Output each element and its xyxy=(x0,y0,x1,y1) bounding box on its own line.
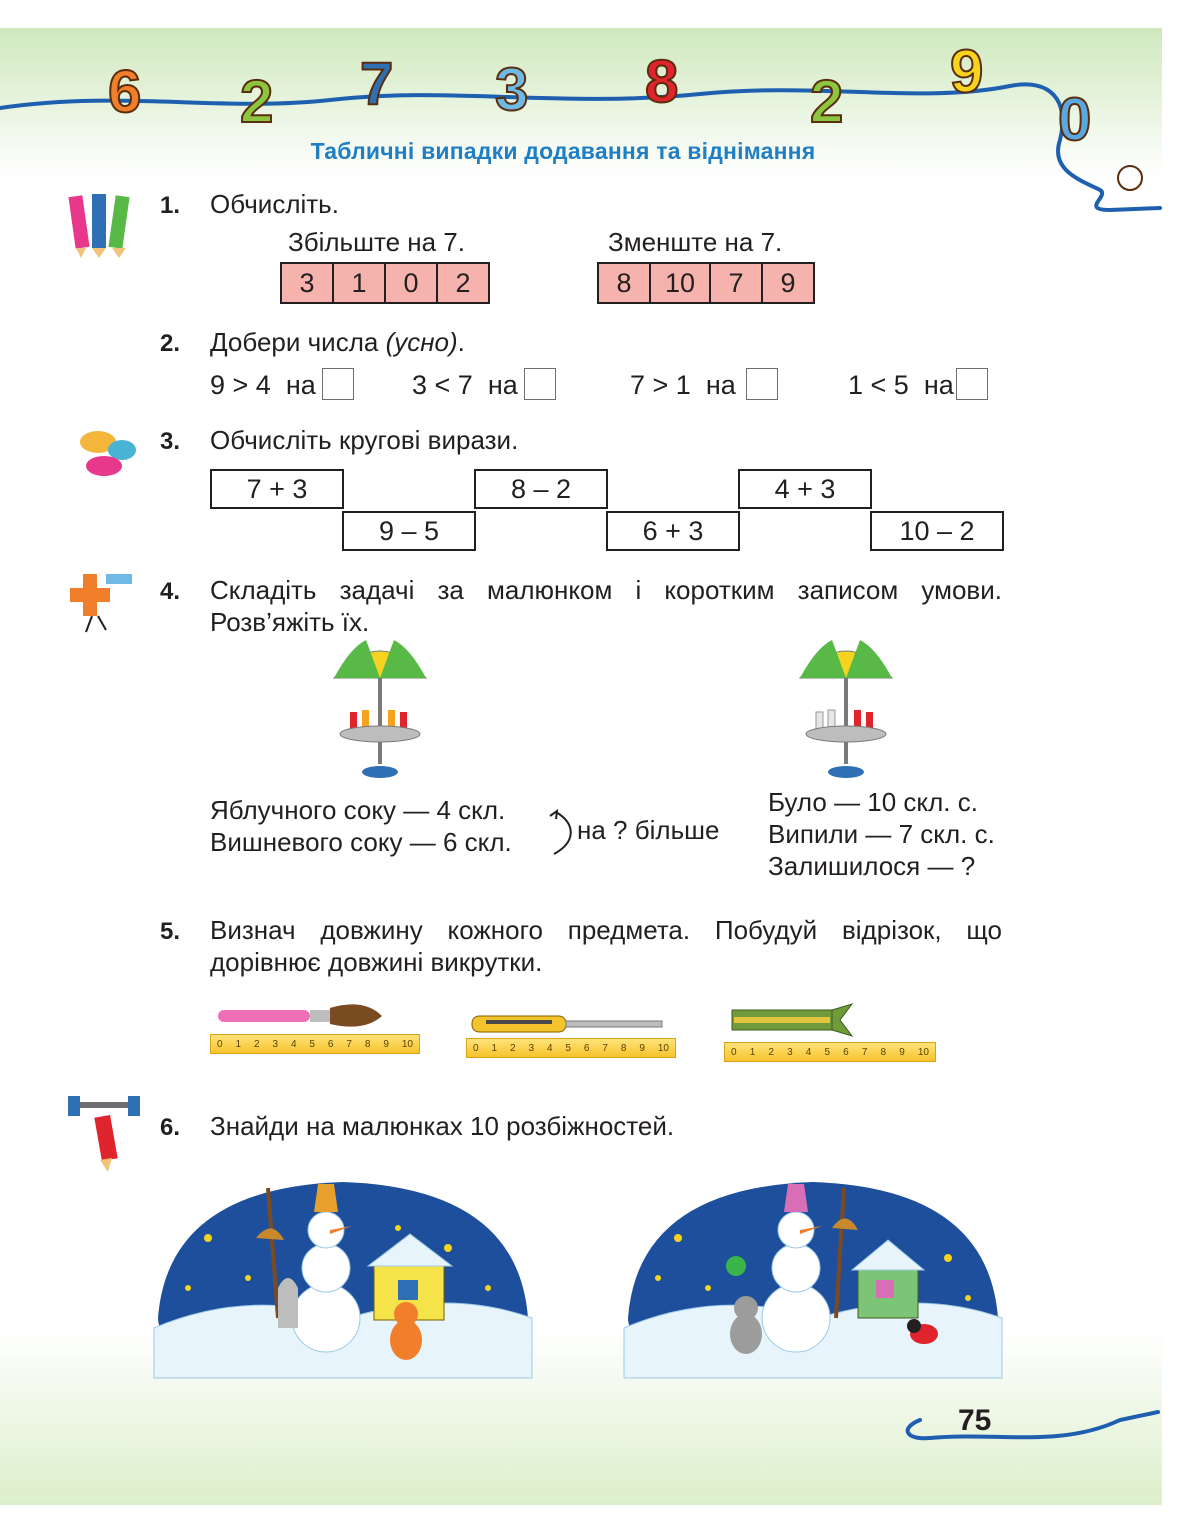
bucket-hat-icon xyxy=(314,1184,338,1212)
comparison-item xyxy=(412,368,556,401)
ruler-tick-label: 7 xyxy=(602,1042,608,1054)
ruler-tick-label: 9 xyxy=(899,1046,905,1058)
exercise-5-instruction-line-2: дорівнює довжині викрутки. xyxy=(210,947,543,977)
page-number: 75 xyxy=(958,1404,992,1437)
expression-cell: 9 – 5 xyxy=(342,511,476,551)
ruler-tick-label: 0 xyxy=(731,1046,737,1058)
number-cell: 0 xyxy=(386,264,438,302)
exercise-4-right-line-3: Залишилося — ? xyxy=(768,851,976,881)
winter-scene-right-illustration xyxy=(618,1168,1008,1380)
answer-box[interactable] xyxy=(524,368,556,400)
digit-two-icon: 2 xyxy=(240,68,274,135)
comparison-item xyxy=(848,368,988,401)
ruler-tick-label: 0 xyxy=(473,1042,479,1054)
comparison-expression: 1 < 5 xyxy=(848,370,909,400)
exercise-4-number: 4. xyxy=(160,578,181,605)
ruler-tick-label: 8 xyxy=(880,1046,887,1058)
fish-icon xyxy=(74,424,144,482)
exercise-4-right-line-1: Було — 10 скл. с. xyxy=(768,787,978,817)
ruler-tick-label: 3 xyxy=(787,1046,793,1058)
exercise-1-right-label: Зменште на 7. xyxy=(608,227,783,257)
exercise-4-right-line-2: Випили — 7 скл. с. xyxy=(768,819,995,849)
ruler-tick-label: 7 xyxy=(861,1046,868,1058)
paintbrush-icon xyxy=(214,1002,384,1032)
page-title: Табличні випадки додавання та віднімання xyxy=(310,138,816,164)
ruler-tick-label: 3 xyxy=(528,1042,535,1054)
ruler-tick-label: 6 xyxy=(583,1042,590,1054)
number-cell: 10 xyxy=(651,264,711,302)
exercise-3-instruction: Обчисліть кругові вирази. xyxy=(210,425,519,455)
comparison-word: на xyxy=(923,370,954,400)
digit-eight-icon: 8 xyxy=(645,48,679,115)
exercise-3-number: 3. xyxy=(160,428,181,455)
rabbit-icon xyxy=(278,1278,298,1328)
ruler-tick-label: 2 xyxy=(768,1046,774,1058)
number-cell: 1 xyxy=(334,264,386,302)
zipper-icon xyxy=(730,1002,856,1038)
number-cell: 7 xyxy=(711,264,763,302)
ruler-tick-label: 5 xyxy=(309,1038,315,1050)
comparison-word: на xyxy=(487,370,518,400)
expression-cell: 10 – 2 xyxy=(870,511,1004,551)
bucket-hat-icon xyxy=(784,1184,808,1212)
comparison-expression: 7 > 1 xyxy=(630,370,691,400)
juice-carousel-left-icon xyxy=(330,634,430,780)
weightlifter-pencil-icon xyxy=(66,1092,146,1174)
number-cell: 8 xyxy=(599,264,651,302)
digit-nine-icon: 9 xyxy=(950,38,984,105)
exercise-1-left-cells xyxy=(280,262,490,304)
exercise-4-left-line-2: Вишневого соку — 6 скл. xyxy=(210,827,512,857)
number-cell: 2 xyxy=(438,264,488,302)
ornament-ball-icon xyxy=(726,1256,746,1276)
ruler-tick-label: 1 xyxy=(235,1038,242,1050)
exercise-1-instruction: Обчисліть. xyxy=(210,189,339,219)
ruler-tick-label: 4 xyxy=(290,1038,297,1050)
exercise-5-instruction-line-1: Визнач довжину кожного предмета. Побудуй відрізок, що xyxy=(210,915,1002,945)
digit-six-icon: 6 xyxy=(108,58,142,125)
ruler-tick-label: 10 xyxy=(401,1038,413,1050)
ruler-tick-label: 2 xyxy=(253,1038,260,1050)
ruler-tick-label: 1 xyxy=(491,1042,498,1054)
exercise-1-left-label: Збільште на 7. xyxy=(288,227,465,257)
ruler-tick-label: 5 xyxy=(824,1046,830,1058)
exercise-6-number: 6. xyxy=(160,1114,181,1141)
digit-seven-icon: 7 xyxy=(360,50,394,117)
exercise-1-number: 1. xyxy=(160,192,181,219)
exercise-2-instruction xyxy=(210,326,465,358)
expression-cell: 8 – 2 xyxy=(474,469,608,509)
exercise-2-number: 2. xyxy=(160,330,181,357)
comparison-expression: 9 > 4 xyxy=(210,370,271,400)
ruler-screwdriver xyxy=(466,1038,676,1058)
number-cell: 9 xyxy=(763,264,813,302)
ruler-tick-label: 0 xyxy=(217,1038,223,1050)
ruler-tick-label: 1 xyxy=(749,1046,756,1058)
digit-three-icon: 3 xyxy=(495,56,529,123)
ruler-tick-label: 8 xyxy=(620,1042,627,1054)
plus-minus-characters-icon xyxy=(62,566,142,636)
ruler-tick-label: 6 xyxy=(327,1038,334,1050)
exercise-4-left-line-1: Яблучного соку — 4 скл. xyxy=(210,795,506,825)
ruler-tick-label: 7 xyxy=(346,1038,352,1050)
juice-carousel-right-icon xyxy=(796,634,896,780)
ruler-tick-label: 6 xyxy=(843,1046,849,1058)
ruler-tick-label: 2 xyxy=(509,1042,516,1054)
mascot-head-icon xyxy=(1118,166,1142,190)
screwdriver-icon xyxy=(470,1012,670,1036)
exercise-2-instruction-italic: (усно) xyxy=(385,327,458,357)
exercise-2-instruction-end: . xyxy=(457,327,465,357)
answer-box[interactable] xyxy=(956,368,988,400)
ruler-tick-label: 9 xyxy=(639,1042,645,1054)
comparison-item xyxy=(210,368,354,401)
digit-two-icon-2: 2 xyxy=(810,68,844,135)
ruler-tick-label: 4 xyxy=(805,1046,812,1058)
exercise-6-instruction: Знайди на малюнках 10 розбіжностей. xyxy=(210,1111,675,1141)
ruler-tick-label: 10 xyxy=(917,1046,929,1058)
exercise-4-instruction-line-1: Складіть задачі за малюнком і коротким записом умови. xyxy=(210,575,1002,605)
comparison-word: на xyxy=(705,370,736,400)
exercise-4-instruction-line-2: Розв’яжіть їх. xyxy=(210,607,370,637)
number-cell: 3 xyxy=(282,264,334,302)
digit-zero-icon: 0 xyxy=(1058,86,1092,153)
ruler-zipper xyxy=(724,1042,936,1062)
answer-box[interactable] xyxy=(746,368,778,400)
exercise-1-right-cells xyxy=(597,262,815,304)
comparison-item xyxy=(630,368,778,401)
bracket-arrow-icon xyxy=(542,806,578,858)
expression-cell: 7 + 3 xyxy=(210,469,344,509)
exercise-5-number: 5. xyxy=(160,918,181,945)
ruler-tick-label: 9 xyxy=(383,1038,389,1050)
ruler-tick-label: 8 xyxy=(364,1038,371,1050)
ruler-tick-label: 4 xyxy=(546,1042,553,1054)
ruler-tick-label: 5 xyxy=(565,1042,571,1054)
pencils-icon xyxy=(62,188,142,260)
comparison-word: на xyxy=(285,370,316,400)
winter-scene-left-illustration xyxy=(148,1168,538,1380)
exercise-4-left-question: на ? більше xyxy=(577,815,720,845)
number-characters-decoration xyxy=(90,30,1180,200)
comparison-expression: 3 < 7 xyxy=(412,370,473,400)
exercise-2-instruction-text: Добери числа xyxy=(210,327,379,357)
ruler-tick-label: 10 xyxy=(657,1042,669,1054)
answer-box[interactable] xyxy=(322,368,354,400)
ruler-tick-label: 3 xyxy=(272,1038,279,1050)
expression-cell: 6 + 3 xyxy=(606,511,740,551)
ruler-brush xyxy=(210,1034,420,1054)
expression-cell: 4 + 3 xyxy=(738,469,872,509)
